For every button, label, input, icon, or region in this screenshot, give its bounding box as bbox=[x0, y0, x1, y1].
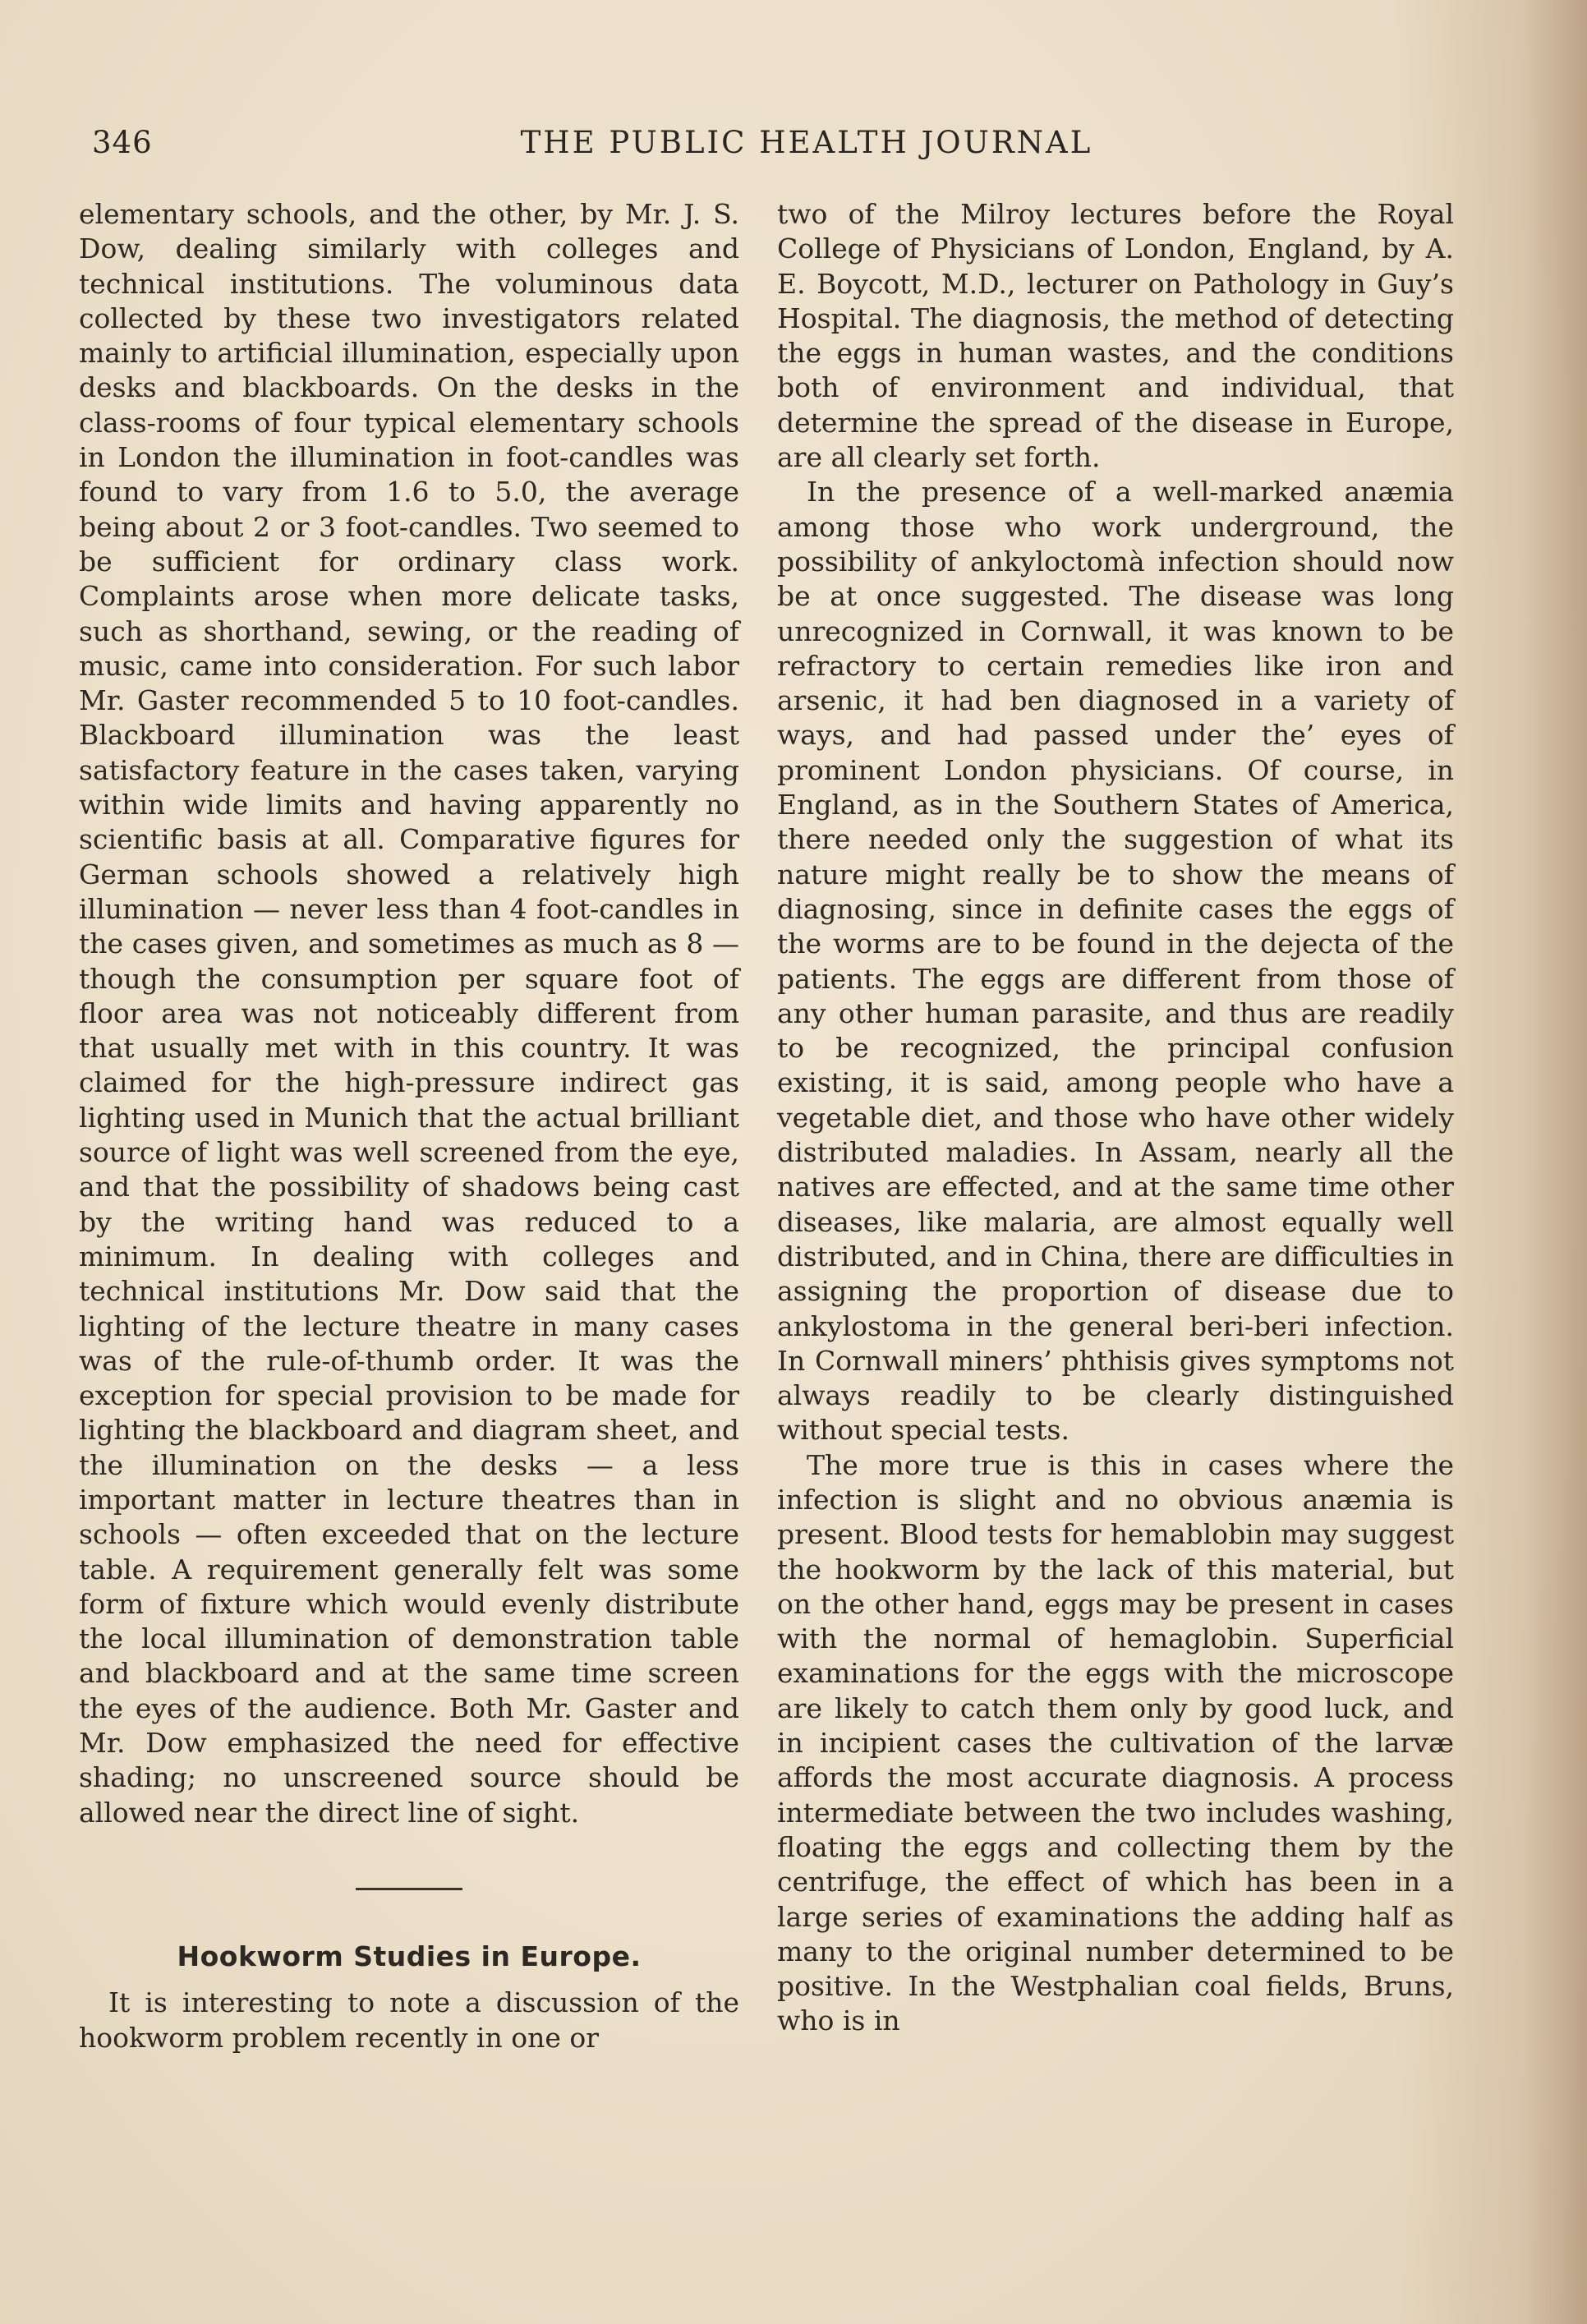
page-header bbox=[92, 125, 1456, 166]
right-paragraph-2: In the presence of a well-marked anæmia among those who work underground, the possibility of ankyloctomà infection should now be at once suggested. The disease was long unrecognized in Cornwall, it was known to be refractory to certain remedies like iron and arsenic, it had ben diagnosed in a variety of ways, and had passed under the’ eyes of prominent London physicians. Of course, in England, as in the Southern States of America, there needed only the suggestion of what its nature might really be to show the means of diagnosing, since in definite cases the eggs of the worms are to be found in the dejecta of the patients. The eggs are different from those of any other human parasite, and thus are readily to be recognized, the principal confusion existing, it is said, among people who have a vegetable diet, and those who have other widely distributed maladies. In Assam, nearly all the natives are effected, and at the same time other diseases, like malaria, are almost equally well distributed, and in China, there are difficulties in assigning the proportion of disease due to ankylostoma in the general beri-beri infection. In Cornwall miners’ phthisis gives symptoms not always readily to be clearly distinguished without special tests. bbox=[777, 476, 1454, 1447]
right-column bbox=[777, 197, 1454, 2039]
left-paragraph-2: It is interesting to note a discussion of the hookworm problem recently in one or bbox=[79, 1986, 739, 2054]
page-number: 346 bbox=[92, 125, 153, 160]
right-paragraph-3: The more true is this in cases where the infection is slight and no obvious anæmia is present. Blood tests for hemablobin may suggest the hookworm by the lack of this material, but on the other hand, eggs may be present in cases with the normal of hemaglobin. Superficial examinations for the eggs with the microscope are likely to catch them only by good luck, and in incipient cases the cultivation of the larvæ affords the most accurate diagnosis. A process intermediate between the two includes washing, floating the eggs and collecting them by the centrifuge, the effect of which has been in a large series of examinations the adding half as many to the original number determined to be positive. In the Westphalian coal fields, Bruns, who is in bbox=[777, 1448, 1454, 2037]
running-head: THE PUBLIC HEALTH JOURNAL bbox=[520, 125, 1093, 160]
section-title: Hookworm Studies in Europe. bbox=[177, 1940, 642, 1972]
left-column bbox=[79, 197, 739, 2055]
left-paragraph-1: elementary schools, and the other, by Mr. J. S. Dow, dealing similarly with colleges and technical institutions. The voluminous data collected by these two investigators related mainly to artificial illumination, especially upon desks and blackboards. On the desks in the class-rooms of four typical elementary schools in London the illumination in foot-candles was found to vary from 1.6 to 5.0, the average being about 2 or 3 foot-candles. Two seemed to be sufficient for ordinary class work. Complaints arose when more delicate tasks, such as shorthand, sewing, or the reading of music, came into consideration. For such labor Mr. Gaster recommended 5 to 10 foot-candles. Blackboard illumination was the least satisfactory feature in the cases taken, varying within wide limits and having apparently no scientific basis at all. Comparative figures for German schools showed a relatively high illumination — never less than 4 foot-candles in the cases given, and sometimes as much as 8 — though the consumption per square foot of floor area was not noticeably different from that usually met with in this country. It was claimed for the high-pressure indirect gas lighting used in Munich that the actual brilliant source of light was well screened from the eye, and that the possibility of shadows being cast by the writing hand was reduced to a minimum. In dealing with colleges and technical institutions Mr. Dow said that the lighting of the lecture theatre in many cases was of the rule-of-thumb order. It was the exception for special provision to be made for lighting the blackboard and diagram sheet, and the illumination on the desks — a less important matter in lecture theatres than in schools — often exceeded that on the lecture table. A requirement generally felt was some form of fixture which would evenly distribute the local illumination of demonstration table and blackboard and at the same time screen the eyes of the audience. Both Mr. Gaster and Mr. Dow emphasized the need for effective shading; no unscreened source should be allowed near the direct line of sight. bbox=[79, 198, 739, 1829]
section-divider bbox=[356, 1888, 462, 1890]
right-paragraph-1: two of the Milroy lectures before the Royal College of Physicians of London, England, by A. E. Boycott, M.D., lecturer on Pathology in Guy’s Hospital. The diagnosis, the method of detecting the eggs in human wastes, and the conditions both of environment and individual, that determine the spread of the disease in Europe, are all clearly set forth. bbox=[777, 198, 1454, 474]
